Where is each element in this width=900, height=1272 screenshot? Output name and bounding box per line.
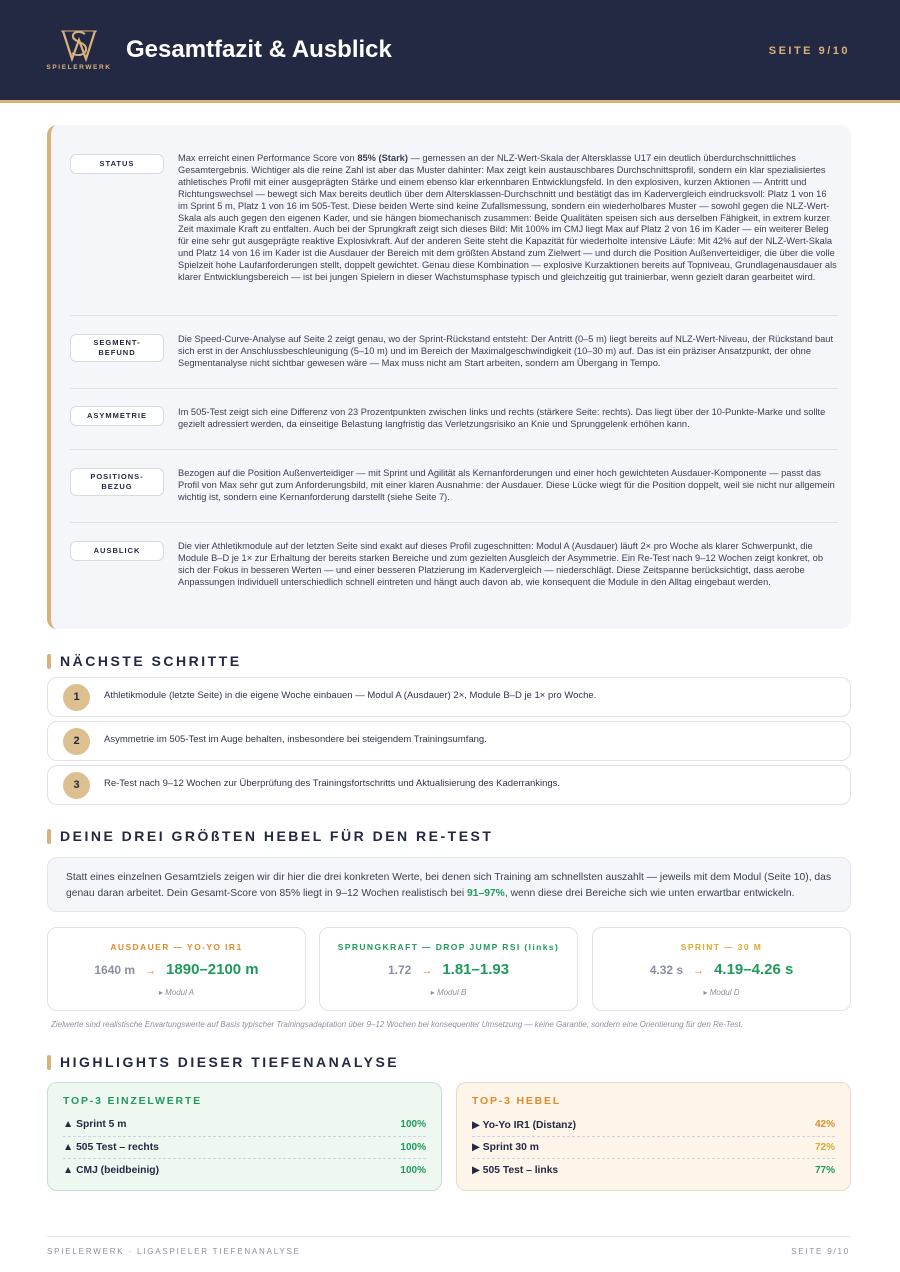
- highlight-box-top-values: [47, 1082, 442, 1191]
- highlight-name: CMJ (beidbeinig): [76, 1164, 160, 1176]
- section-title-next-steps: NÄCHSTE SCHRITTE: [47, 653, 242, 669]
- lever-card-sprungkraft: [319, 927, 578, 1011]
- highlight-row: [472, 1114, 835, 1137]
- lever-card-sprint: [592, 927, 851, 1011]
- triangle-up-icon: ▲: [63, 1119, 74, 1131]
- next-step-item: [47, 721, 851, 761]
- page-number: SEITE 9/10: [768, 45, 850, 57]
- highlight-percent: 100%: [400, 1164, 426, 1176]
- footer-divider: [47, 1236, 851, 1237]
- divider: [70, 449, 838, 450]
- logo-text: SPIELERWERK: [46, 64, 112, 71]
- page-header: [0, 0, 900, 103]
- highlight-name: 505 Test – links: [482, 1165, 559, 1177]
- divider: [70, 315, 838, 316]
- levers-footnote: Zielwerte sind realistische Erwartungswerte auf Basis typischer Trainingsadaptation über 9–12 Wochen bei konsequenter Umsetzung — keine Garantie, sondern eine Orientierung für den Re-Test.: [51, 1020, 743, 1029]
- current-value: 1.72: [387, 963, 412, 977]
- lever-card-title: SPRINT — 30 M: [680, 942, 763, 952]
- highlight-row: [63, 1114, 426, 1137]
- section-title-highlights: HIGHLIGHTS DIESER TIEFENANALYSE: [47, 1054, 399, 1070]
- lever-card-values: [593, 961, 850, 978]
- current-value: 1640 m: [94, 963, 136, 977]
- summary-label: POSITIONS-BEZUG: [70, 468, 164, 496]
- lever-card-ausdauer: [47, 927, 306, 1011]
- lever-card-title: SPRUNGKRAFT — DROP JUMP RSI (links): [337, 942, 560, 952]
- summary-text: Max erreicht einen Performance Score von 85% (Stark) — gemessen an der NLZ-Wert-Skala der Altersklasse U17 ein deutlich überdurchschnittliches Gesamtergebnis. Wichtiger als die reine Zahl ist aber das Muster dahinter: Max zeigt kein austauschbares Durchschnittsprofil, sondern ein klar spezialisiertes athletisches Profil mit einer ausgeprägten Stärke und einem ebenso klar erkennbaren Entwicklungsfeld. In den explosiven, kurzen Aktionen — Antritt und Richtungswechsel — bewegt sich Max bereits deutlich über dem Altersklassen-Durchschnitt und bestätigt das im Kadervergleich eindrucksvoll: Platz 1 von 16 im Sprint 5 m, Platz 1 von 16 im 505-Test. Diese beiden Werte sind keine Zufallsmessung, sondern ein wiederholbares Muster — sowohl gegen die NLZ-Wert-Skala als auch gegen den eigenen Kader, und sie hängen biomechanisch zusammen: Beide Qualitäten speisen sich aus derselben Fähigkeit, in extrem kurzer Zeit maximale Kraft zu entfalten. Auch bei der Sprungkraft zeigt sich dieses Bild: Mit 100% im CMJ liegt Max auf Platz 2 von 16 im Kader — ein weiterer Beleg für eine sehr gut ausgeprägte reaktive Explosivkraft. Auf der anderen Seite steht die Kapazität für wiederholte intensive Läufe: Mit 42% auf der NLZ-Wert-Skala und Platz 14 von 16 im Kader ist die Ausdauer der Bereich mit dem größten Abstand zum Zielwert — und durch die Position Außenverteidiger, die über die volle Spielzeit hohe Laufanforderungen stellt, doppelt gewichtet. Genau diese Kombination — explosive Kurzaktionen bereits auf Topniveau, Grundlagenausdauer als klarer Entwicklungsbereich — ist bei jungen Spielern in dieser Wachstumsphase typisch und gleichzeitig gut trainierbar, wenn gezielt daran gearbeitet wird.: [178, 153, 837, 283]
- step-number-badge: 3: [63, 772, 90, 799]
- divider: [70, 522, 838, 523]
- triangle-right-icon: ▶: [472, 1142, 480, 1154]
- score-range-highlight: 91–97%: [467, 888, 505, 899]
- highlight-name: Sprint 30 m: [482, 1142, 539, 1154]
- highlight-row: [63, 1159, 426, 1182]
- arrow-right-icon: →: [145, 965, 157, 977]
- target-value: 1890–2100 m: [166, 961, 259, 978]
- triangle-right-icon: ▶: [472, 1165, 480, 1177]
- highlight-box-title: TOP-3 HEBEL: [472, 1095, 562, 1107]
- page-title: Gesamtfazit & Ausblick: [126, 36, 392, 63]
- summary-label: ASYMMETRIE: [70, 406, 164, 426]
- summary-label: AUSBLICK: [70, 541, 164, 561]
- summary-panel: [47, 125, 851, 629]
- lever-card-values: [48, 961, 305, 978]
- module-reference: ▸ Modul B: [430, 988, 467, 997]
- summary-text: Die vier Athletikmodule auf der letzten Seite sind exakt auf dieses Profil zugeschnitten: Modul A (Ausdauer) läuft 2× pro Woche als klarer Schwerpunkt, die Module B–D je 1× zur Erhaltung der bereits starken Bereiche und zum gezielten Ausgleich der Asymmetrie. Ein Re-Test nach 9–12 Wochen zeigt konkret, ob sich der Fokus in besseren Werten — und einer besseren Platzierung im Kadervergleich — niederschlägt. Diese Zeitspanne berücksichtigt, dass aerobe Anpassungen individuell unterschiedlich schnell eintreten und hängt auch davon ab, wie konsequent die Module in den Alltag eingebaut werden.: [178, 541, 824, 587]
- summary-text: Bezogen auf die Position Außenverteidiger — mit Sprint und Agilität als Kernanforderungen und einer hoch gewichteten Ausdauer-Komponente — passt das Profil von Max sehr gut zum Anforderungsbild, mit einer klaren Ausnahme: der Ausdauer. Diese Lücke wiegt für die Position doppelt, weil sie nicht nur allgemein wichtig ist, sondern eine Kernanforderung darstellt (siehe Seite 7).: [178, 468, 835, 502]
- highlight-percent: 42%: [814, 1119, 835, 1131]
- highlight-row: [63, 1137, 426, 1160]
- footer-page-number: SEITE 9/10: [791, 1247, 850, 1256]
- arrow-right-icon: →: [693, 965, 705, 977]
- highlight-percent: 100%: [400, 1141, 426, 1153]
- step-number-badge: 1: [63, 684, 90, 711]
- triangle-up-icon: ▲: [63, 1141, 74, 1153]
- highlight-name: 505 Test – rechts: [76, 1141, 159, 1153]
- summary-text: Die Speed-Curve-Analyse auf Seite 2 zeigt genau, wo der Sprint-Rückstand entsteht: Der Antritt (0–5 m) liegt bereits auf NLZ-Wert-Niveau, der Rückstand baut sich erst in der Anschlussbeschleunigung (5–10 m) und im Bereich der Maximalgeschwindigkeit (10–30 m) auf. Das ist ein präziser Ansatzpunkt, der ohne Segmentanalyse nicht sichtbar gewesen wäre — Max muss nicht am Start arbeiten, sondern am Übergang in Tempo.: [178, 334, 834, 368]
- spielerwerk-logo: [45, 28, 113, 71]
- highlight-percent: 77%: [814, 1164, 835, 1176]
- highlight-name: Sprint 5 m: [76, 1119, 127, 1131]
- step-text: Asymmetrie im 505-Test im Auge behalten, insbesondere bei steigendem Trainingsumfang.: [104, 734, 487, 745]
- target-value: 4.19–4.26 s: [714, 961, 794, 978]
- levers-intro: Statt eines einzelnen Gesamtziels zeigen wir dir hier die drei konkreten Werte, bei denen sich Training am schnellsten auszahlt — jeweils mit dem Modul (Seite 10), das genau daran arbeitet. Dein Gesamt-Score von 85% liegt in 9–12 Wochen realistisch bei 91–97%, wenn diese drei Bereiche sich wie unten erwartbar entwickeln.: [47, 857, 851, 912]
- triangle-right-icon: ▶: [472, 1119, 480, 1131]
- next-step-item: [47, 765, 851, 805]
- next-step-item: [47, 677, 851, 717]
- triangle-up-icon: ▲: [63, 1164, 74, 1176]
- section-title-levers: DEINE DREI GRÖßTEN HEBEL FÜR DEN RE-TEST: [47, 828, 493, 844]
- summary-label: SEGMENT-BEFUND: [70, 334, 164, 362]
- summary-label: STATUS: [70, 154, 164, 174]
- footer-brand: SPIELERWERK · LIGASPIELER TIEFENANALYSE: [47, 1247, 301, 1256]
- step-number-badge: 2: [63, 728, 90, 755]
- highlight-percent: 72%: [814, 1141, 835, 1153]
- highlight-row: [472, 1137, 835, 1160]
- step-text: Re-Test nach 9–12 Wochen zur Überprüfung des Trainingsfortschritts und Aktualisierung des Kaderrankings.: [104, 778, 561, 789]
- module-reference: ▸ Modul A: [158, 988, 195, 997]
- highlight-box-top-levers: [456, 1082, 851, 1191]
- sw-monogram-icon: [59, 28, 99, 62]
- module-reference: ▸ Modul D: [703, 988, 740, 997]
- highlight-name: Yo-Yo IR1 (Distanz): [482, 1119, 577, 1131]
- divider: [70, 388, 838, 389]
- step-text: Athletikmodule (letzte Seite) in die eigene Woche einbauen — Modul A (Ausdauer) 2×, Module B–D je 1× pro Woche.: [104, 690, 597, 701]
- highlight-percent: 100%: [400, 1119, 426, 1131]
- arrow-right-icon: →: [421, 965, 433, 977]
- target-value: 1.81–1.93: [442, 961, 510, 978]
- current-value: 4.32 s: [649, 963, 684, 977]
- highlight-box-title: TOP-3 EINZELWERTE: [63, 1095, 202, 1107]
- summary-text: Im 505-Test zeigt sich eine Differenz von 23 Prozentpunkten zwischen links und rechts (stärkere Seite: rechts). Das liegt über der 10-Punkte-Marke und sollte gezielt adressiert werden, da einseitige Belastung langfristig das Verletzungsrisiko an Knie und Sprunggelenk erhöhen kann.: [178, 407, 826, 429]
- lever-card-title: AUSDAUER — YO-YO IR1: [110, 942, 243, 952]
- highlight-row: [472, 1159, 835, 1182]
- lever-card-values: [320, 961, 577, 978]
